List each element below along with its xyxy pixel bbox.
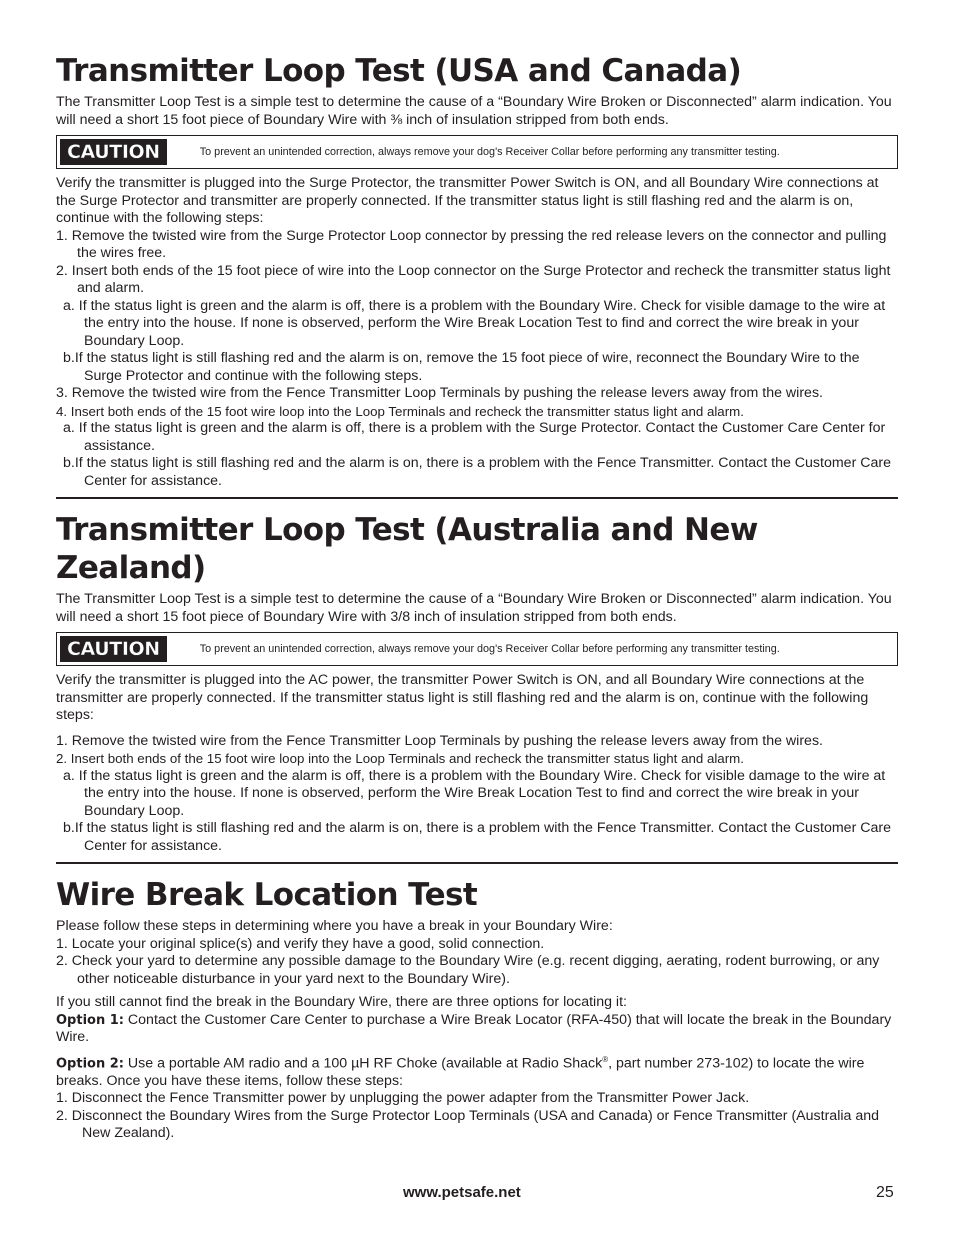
list-item: a. If the status light is green and the alarm is off, there is a problem with the Boundary Wire. Check for visible damage to the wire at the entry into the house. If none is observed, perform the Wire Break Location Test to find and correct the wire break in your Boundary Loop.: [63, 767, 886, 819]
steps-list: [56, 936, 898, 989]
option-1: Option 1: Contact the Customer Care Center to purchase a Wire Break Locator (RFA-450) that will locate the break in the Boundary Wire.: [56, 1011, 892, 1045]
registered-mark: ®: [602, 1054, 609, 1064]
section-divider: [56, 862, 898, 864]
section-title-wire-break: Wire Break Location Test: [56, 877, 478, 913]
option-2: Option 2: Use a portable AM radio and a 100 µH RF Choke (available at Radio Shack®, part number 273-102) to locate the wire breaks. Once you have these items, follow these steps:: [56, 1054, 865, 1089]
list-item: b.If the status light is still flashing red and the alarm is on, there is a problem with the Fence Transmitter. Contact the Customer Care Center for assistance.: [63, 820, 891, 854]
caution-box: [56, 632, 898, 666]
section-intro: Please follow these steps in determining where you have a break in your Boundary Wire:: [56, 918, 613, 934]
list-item: 2. Check your yard to determine any possible damage to the Boundary Wire (e.g. recent digging, aerating, rodent burrowing, or any other noticeable disturbance in your yard next to the Boundary Wire).: [56, 953, 880, 987]
verify-paragraph: Verify the transmitter is plugged into the AC power, the transmitter Power Switch is ON, and all Boundary Wire connections at the transmitter are properly connected. If the transmitter status light is still flashing red and the alarm is on, continue with the following steps:: [56, 672, 869, 723]
options-intro: If you still cannot find the break in the Boundary Wire, there are three options for locating it:: [56, 994, 627, 1010]
list-item: 2. Insert both ends of the 15 foot wire loop into the Loop Terminals and recheck the transmitter status light and alarm.: [56, 751, 744, 766]
section-title-usa-canada: Transmitter Loop Test (USA and Canada): [56, 53, 742, 89]
option-label: Option 1:: [56, 1012, 124, 1028]
caution-badge: CAUTION: [60, 139, 167, 165]
list-item: 1. Locate your original splice(s) and verify they have a good, solid connection.: [56, 935, 545, 952]
caution-badge: CAUTION: [60, 636, 167, 662]
option-steps-list: [56, 1090, 898, 1143]
page-number: 25: [876, 1184, 894, 1201]
steps-list: [56, 733, 898, 856]
caution-text: To prevent an unintended correction, always remove your dog's Receiver Collar before performing any transmitter testing.: [199, 146, 780, 158]
page-content: [56, 52, 898, 1143]
caution-text: To prevent an unintended correction, always remove your dog's Receiver Collar before performing any transmitter testing.: [199, 643, 780, 655]
list-item: b.If the status light is still flashing red and the alarm is on, remove the 15 foot piece of wire, reconnect the Boundary Wire to the Surge Protector and continue with the following steps.: [63, 350, 860, 384]
list-item: 1. Remove the twisted wire from the Fence Transmitter Loop Terminals by pushing the release levers away from the wires.: [56, 732, 823, 749]
section-intro: The Transmitter Loop Test is a simple test to determine the cause of a “Boundary Wire Broken or Disconnected” alarm indication. You will need a short 15 foot piece of Boundary Wire with 3/8 inch of insulation stripped from both ends.: [56, 591, 892, 625]
list-item: 1. Remove the twisted wire from the Surge Protector Loop connector by pressing the red release levers on the connector and pulling the wires free.: [56, 227, 887, 261]
website-link[interactable]: www.petsafe.net: [403, 1184, 521, 1201]
list-item: 2. Insert both ends of the 15 foot piece of wire into the Loop connector on the Surge Protector and recheck the transmitter status light and alarm.: [56, 262, 891, 296]
list-item: a. If the status light is green and the alarm is off, there is a problem with the Surge Protector. Contact the Customer Care Center for assistance.: [63, 420, 886, 454]
list-item: b.If the status light is still flashing red and the alarm is on, there is a problem with the Fence Transmitter. Contact the Customer Care Center for assistance.: [63, 455, 891, 489]
list-item: a. If the status light is green and the alarm is off, there is a problem with the Boundary Wire. Check for visible damage to the wire at the entry into the house. If none is observed, perform the Wire Break Location Test to find and correct the wire break in your Boundary Loop.: [63, 297, 886, 349]
list-item: 2. Disconnect the Boundary Wires from the Surge Protector Loop Terminals (USA and Canada) or Fence Transmitter (Australia and New Zealand).: [56, 1107, 879, 1142]
section-divider: [56, 497, 898, 499]
verify-paragraph: Verify the transmitter is plugged into the Surge Protector, the transmitter Power Switch is ON, and all Boundary Wire connections at the Surge Protector and transmitter are properly connected. If the transmitter status light is still flashing red and the alarm is on, continue with the following steps:: [56, 175, 879, 226]
list-item: 4. Insert both ends of the 15 foot wire loop into the Loop Terminals and recheck the transmitter status light and alarm.: [56, 403, 744, 419]
option-label: Option 2:: [56, 1056, 124, 1072]
section-title-australia-nz: Transmitter Loop Test (Australia and New Zealand): [56, 512, 758, 586]
caution-box: [56, 135, 898, 169]
list-item: 1. Disconnect the Fence Transmitter power by unplugging the power adapter from the Transmitter Power Jack.: [56, 1090, 750, 1107]
steps-list: [56, 228, 898, 491]
section-intro: The Transmitter Loop Test is a simple test to determine the cause of a “Boundary Wire Broken or Disconnected” alarm indication. You will need a short 15 foot piece of Boundary Wire with ⅜ inch of insulation stripped from both ends.: [56, 94, 892, 128]
list-item: 3. Remove the twisted wire from the Fence Transmitter Loop Terminals by pushing the release levers away from the wires.: [56, 385, 823, 401]
